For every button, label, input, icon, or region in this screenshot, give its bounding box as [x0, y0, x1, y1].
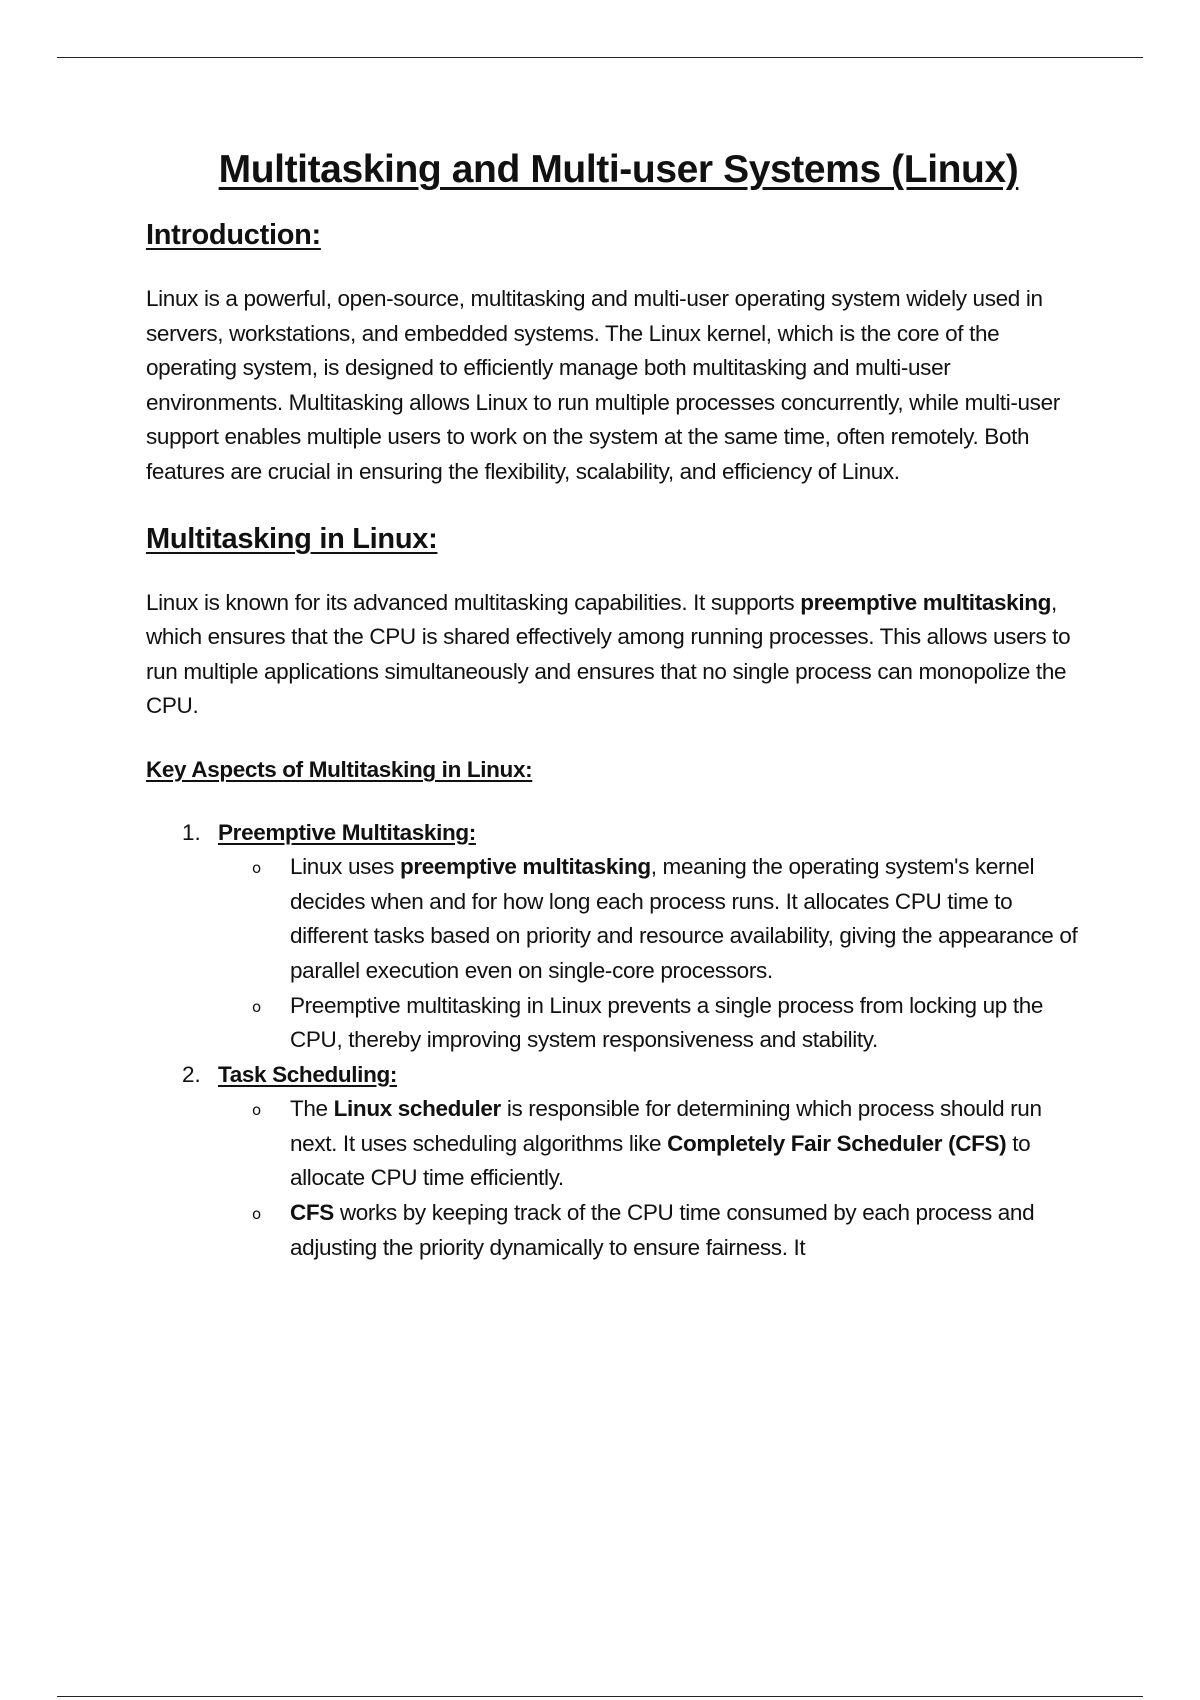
bullet-symbol: o	[252, 859, 261, 878]
bold-term: preemptive multitasking	[399, 854, 651, 880]
text-run: Linux is known for its advanced multitasking capabilities. It supports	[146, 589, 801, 615]
list-item-task-scheduling	[146, 1058, 1091, 1266]
bullet-symbol: o	[252, 1205, 261, 1224]
list-item-label: Preemptive Multitasking:	[218, 819, 476, 845]
bold-term: preemptive multitasking	[800, 589, 1052, 615]
introduction-heading: Introduction:	[146, 219, 321, 251]
bold-term: Linux scheduler	[333, 1096, 501, 1122]
list-item-preemptive-multitasking	[146, 816, 1091, 1058]
bullet-item	[218, 1196, 1091, 1265]
text-run: , which ensures that the CPU is shared effectively among running processes. This allows users to run multiple applications simultaneously and ensures that no single process can monopolize the CPU.	[146, 589, 1071, 719]
text-run: The	[290, 1096, 334, 1122]
sub-bullet-list	[218, 850, 1091, 1058]
multitasking-heading: Multitasking in Linux:	[146, 522, 438, 555]
bullet-symbol: o	[252, 1101, 261, 1120]
list-number: 1.	[182, 819, 201, 845]
multitasking-paragraph	[146, 586, 1091, 724]
introduction-paragraph: Linux is a powerful, open-source, multitasking and multi-user operating system widely used in servers, workstations, and embedded systems. The Linux kernel, which is the core of the operating system, is designed to efficiently manage both multitasking and multi-user environments. Multitasking allows Linux to run multiple processes concurrently, while multi-user support enables multiple users to work on the system at the same time, often remotely. Both features are crucial in ensuring the flexibility, scalability, and efficiency of Linux.	[146, 286, 1060, 484]
text-run: Preemptive multitasking in Linux prevents a single process from locking up the CPU, thereby improving system responsiveness and stability.	[290, 992, 1044, 1053]
key-aspects-list	[146, 816, 1091, 1266]
text-run: works by keeping track of the CPU time consumed by each process and adjusting the priority dynamically to ensure fairness. It	[290, 1200, 1035, 1260]
document-body	[146, 140, 1091, 1265]
list-item-label: Task Scheduling:	[218, 1061, 398, 1087]
bullet-symbol: o	[252, 997, 261, 1016]
bold-term: Completely Fair Scheduler (CFS)	[667, 1130, 1007, 1156]
list-number: 2.	[182, 1061, 201, 1087]
bullet-item	[218, 1092, 1091, 1196]
page-top-rule	[57, 57, 1143, 58]
text-run: Linux uses	[290, 854, 400, 880]
bullet-item	[218, 989, 1091, 1058]
key-aspects-heading: Key Aspects of Multitasking in Linux:	[146, 756, 533, 782]
bold-term: CFS	[290, 1200, 334, 1226]
text-run: to allocate CPU time efficiently.	[290, 1130, 1031, 1191]
sub-bullet-list	[218, 1092, 1091, 1265]
text-run: is responsible for determining which process should run next. It uses scheduling algorithms like	[290, 1096, 1042, 1156]
text-run: , meaning the operating system's kernel decides when and for how long each process runs. It allocates CPU time to different tasks based on priority and resource availability, giving the appearance of parallel execution even on single-core processors.	[290, 854, 1078, 983]
document-title: Multitasking and Multi-user Systems (Linux)	[218, 148, 1019, 191]
bullet-item	[218, 850, 1091, 988]
page-bottom-rule	[57, 1696, 1143, 1697]
